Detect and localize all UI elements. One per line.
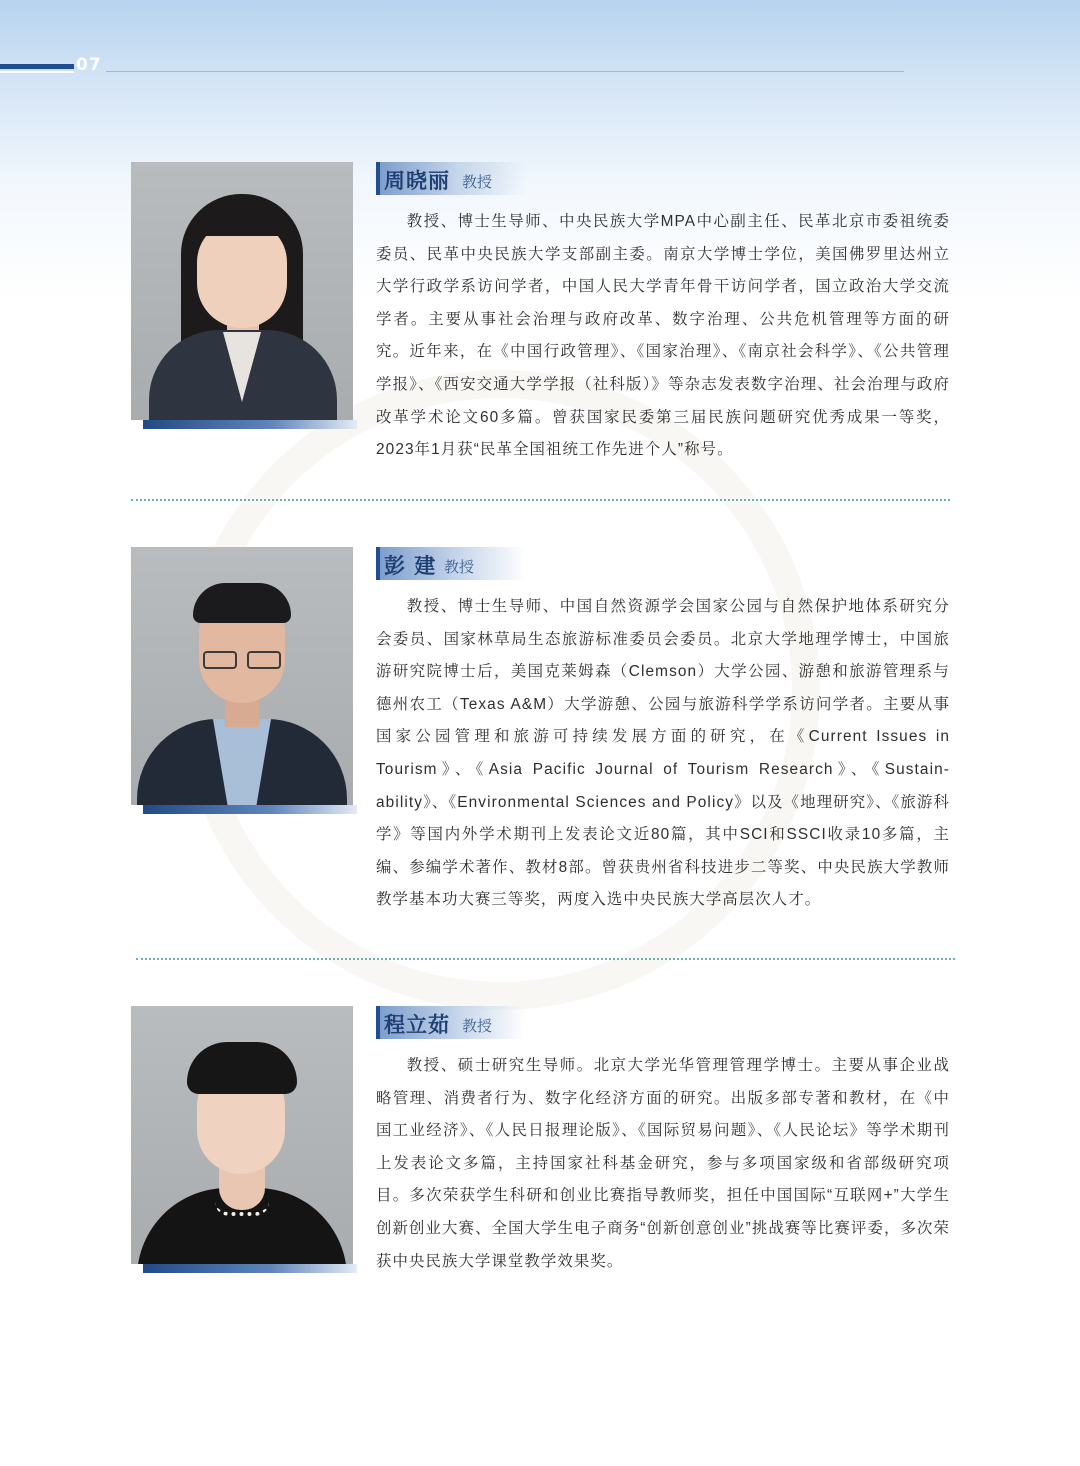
photo-underline — [143, 1264, 357, 1273]
page-header — [0, 52, 1080, 82]
profile-photo — [131, 1006, 353, 1264]
header-bar — [0, 64, 74, 69]
bio-text: 教授、博士生导师、中央民族大学MPA中心副主任、民革北京市委祖统委委员、民革中央民族大学支部副主委。南京大学博士学位，美国佛罗里达州立大学行政学系访问学者，中国人民大学青年骨干访问学者，国立政治大学交流学者。主要从事社会治理与政府改革、数字治理、公共危机管理等方面的研究。近年来，在《中国行政管理》、《国家治理》、《南京社会科学》、《公共管理学报》、《西安交通大学学报（社科版）》等杂志发表数字治理、社会治理与政府改革学术论文60多篇。曾获国家民委第三届民族问题研究优秀成果一等奖，2023年1月获“民革全国祖统工作先进个人”称号。 — [376, 213, 950, 459]
person-title: 教授 — [462, 1017, 493, 1035]
profile-photo — [131, 547, 353, 805]
section-divider — [136, 958, 955, 960]
person-title: 教授 — [462, 173, 493, 191]
photo-underline — [143, 805, 357, 814]
name-tag — [376, 547, 526, 580]
section-divider — [131, 499, 950, 501]
person-name: 程立茹 — [384, 1013, 450, 1037]
page-number: 07 — [76, 55, 102, 75]
person-title: 教授 — [444, 558, 475, 576]
photo-underline — [143, 420, 357, 429]
person-name: 彭 建 — [384, 554, 437, 578]
header-rule — [106, 71, 904, 72]
header-bar-highlight — [0, 71, 74, 73]
name-tag — [376, 162, 526, 195]
person-name: 周晓丽 — [384, 169, 450, 193]
bio-text: 教授、硕士研究生导师。北京大学光华管理管理学博士。主要从事企业战略管理、消费者行为、数字化经济方面的研究。出版多部专著和教材，在《中国工业经济》、《人民日报理论版》、《国际贸易问题》、《人民论坛》等学术期刊上发表论文多篇，主持国家社科基金研究，参与多项国家级和省部级研究项目。多次荣获学生科研和创业比赛指导教师奖，担任中国国际“互联网+”大学生创新创业大赛、全国大学生电子商务“创新创意创业”挑战赛等比赛评委，多次荣获中央民族大学课堂教学效果奖。 — [376, 1057, 950, 1270]
bio-text: 教授、博士生导师、中国自然资源学会国家公园与自然保护地体系研究分会委员、国家林草局生态旅游标准委员会委员。北京大学地理学博士，中国旅游研究院博士后，美国克莱姆森（Clemson）大学公园、游憩和旅游管理系与德州农工（Texas A&M）大学游憩、公园与旅游科学学系访问学者。主要从事国家公园管理和旅游可持续发展方面的研究，在《Current Issues in Tourism》、《Asia Pacific Journal of Tourism Research》、《Sustain-ability》、《Environmental Sciences and Policy》以及《地理研究》、《旅游科学》等国内外学术期刊上发表论文近80篇，其中SCI和SSCI收录10多篇，主编、参编学术著作、教材8部。曾获贵州省科技进步二等奖、中央民族大学教师教学基本功大赛三等奖，两度入选中央民族大学高层次人才。 — [376, 598, 950, 909]
profile-photo — [131, 162, 353, 420]
name-tag — [376, 1006, 526, 1039]
